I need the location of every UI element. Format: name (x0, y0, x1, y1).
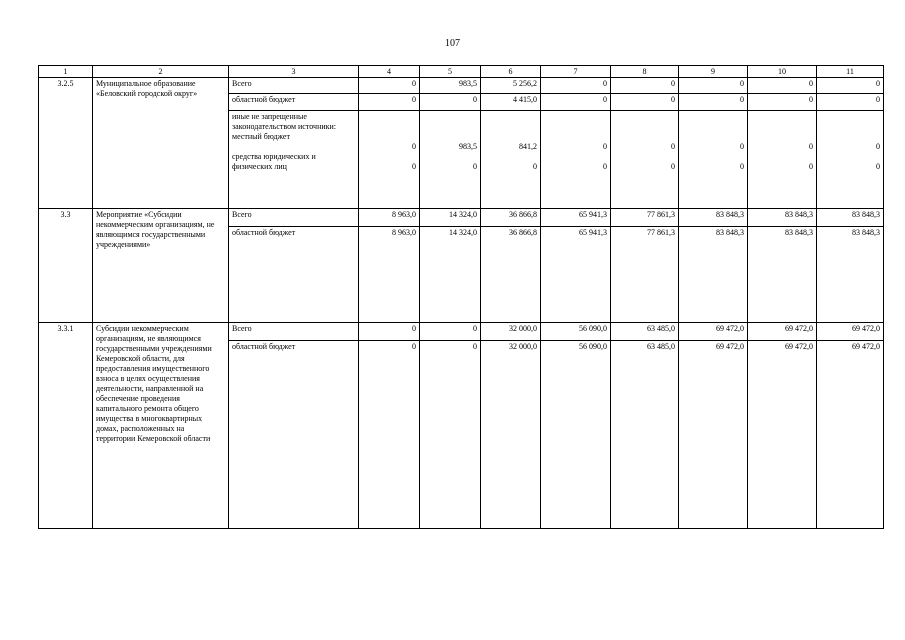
row-code: 3.3 (39, 209, 93, 323)
value-cell: 56 090,0 (541, 341, 611, 529)
value-mest: 0 (603, 142, 607, 151)
source-label: Всего (229, 323, 359, 341)
value-cell: 0 (679, 78, 748, 94)
value-cell: 77 861,3 (611, 227, 679, 323)
header-cell: 8 (611, 66, 679, 78)
header-cell: 10 (748, 66, 817, 78)
value-cell (748, 111, 817, 209)
value-cell: 14 324,0 (420, 209, 481, 227)
source-label: областной бюджет (229, 341, 359, 529)
value-cell: 0 (817, 94, 884, 111)
row-name: Мероприятие «Субсидии некоммерческим организациям, не являющимся государственными учреждениями» (93, 209, 229, 323)
value-cell: 0 (420, 94, 481, 111)
table-row (39, 209, 884, 227)
header-cell: 2 (93, 66, 229, 78)
value-cell: 65 941,3 (541, 209, 611, 227)
value-cell: 5 256,2 (481, 78, 541, 94)
value-yur: 0 (671, 162, 675, 171)
value-cell: 63 485,0 (611, 323, 679, 341)
page-number: 107 (445, 38, 460, 49)
source-label: областной бюджет (229, 227, 359, 323)
value-cell (359, 111, 420, 209)
value-cell: 77 861,3 (611, 209, 679, 227)
value-cell: 0 (611, 78, 679, 94)
value-mest: 841,2 (519, 142, 537, 151)
value-cell: 83 848,3 (748, 227, 817, 323)
value-cell: 0 (359, 341, 420, 529)
source-label: Всего (229, 209, 359, 227)
value-cell: 69 472,0 (679, 323, 748, 341)
budget-table (38, 65, 884, 529)
value-cell: 56 090,0 (541, 323, 611, 341)
source-label: иные не запрещенные законодательством источники: (232, 112, 337, 131)
value-cell: 0 (817, 78, 884, 94)
value-yur: 0 (876, 162, 880, 171)
value-yur: 0 (809, 162, 813, 171)
value-cell: 83 848,3 (679, 209, 748, 227)
value-mest: 0 (740, 142, 744, 151)
header-cell: 11 (817, 66, 884, 78)
header-cell: 1 (39, 66, 93, 78)
table-row (39, 78, 884, 94)
value-cell: 0 (420, 341, 481, 529)
header-row (39, 66, 884, 78)
value-mest: 0 (671, 142, 675, 151)
value-cell: 32 000,0 (481, 341, 541, 529)
value-cell: 0 (748, 78, 817, 94)
value-cell: 0 (679, 94, 748, 111)
value-mest: 983,5 (459, 142, 477, 151)
value-cell: 32 000,0 (481, 323, 541, 341)
value-cell: 983,5 (420, 78, 481, 94)
source-label: местный бюджет (232, 132, 290, 141)
value-cell: 0 (420, 323, 481, 341)
value-cell: 8 963,0 (359, 227, 420, 323)
value-cell (541, 111, 611, 209)
value-cell: 8 963,0 (359, 209, 420, 227)
header-cell: 5 (420, 66, 481, 78)
value-cell: 14 324,0 (420, 227, 481, 323)
value-cell: 4 415,0 (481, 94, 541, 111)
value-cell: 0 (748, 94, 817, 111)
row-name: Субсидии некоммерческим организациям, не являющимся государственными учреждениями Кемеровской области, для предоставления имущественного взноса в целях осуществления деятельности, направленной на обеспечение проведения капитального ремонта общего имущества в многоквартирных домах, расположенных на территории Кемеровской области (93, 323, 229, 529)
value-cell: 83 848,3 (817, 227, 884, 323)
value-cell: 69 472,0 (679, 341, 748, 529)
value-cell: 83 848,3 (679, 227, 748, 323)
value-cell (817, 111, 884, 209)
value-cell (611, 111, 679, 209)
value-cell (420, 111, 481, 209)
value-cell: 0 (359, 94, 420, 111)
source-label: областной бюджет (229, 94, 359, 111)
value-cell: 0 (359, 323, 420, 341)
value-cell: 69 472,0 (748, 341, 817, 529)
value-yur: 0 (412, 162, 416, 171)
value-cell: 69 472,0 (817, 323, 884, 341)
header-cell: 3 (229, 66, 359, 78)
source-label: средства юридических и физических лиц (232, 152, 316, 171)
header-cell: 6 (481, 66, 541, 78)
row-code: 3.3.1 (39, 323, 93, 529)
value-cell: 65 941,3 (541, 227, 611, 323)
value-cell: 63 485,0 (611, 341, 679, 529)
value-yur: 0 (473, 162, 477, 171)
value-cell: 0 (611, 94, 679, 111)
value-cell (679, 111, 748, 209)
value-mest: 0 (809, 142, 813, 151)
value-cell: 83 848,3 (748, 209, 817, 227)
value-cell: 0 (541, 78, 611, 94)
value-yur: 0 (533, 162, 537, 171)
header-cell: 4 (359, 66, 420, 78)
spacer (232, 142, 355, 152)
value-cell (481, 111, 541, 209)
header-cell: 7 (541, 66, 611, 78)
value-cell: 36 866,8 (481, 227, 541, 323)
value-mest: 0 (412, 142, 416, 151)
source-label: Всего (229, 78, 359, 94)
value-cell: 83 848,3 (817, 209, 884, 227)
row-name: Муниципальное образование «Беловский городской округ» (93, 78, 229, 209)
row-code: 3.2.5 (39, 78, 93, 209)
value-yur: 0 (603, 162, 607, 171)
value-cell: 69 472,0 (817, 341, 884, 529)
value-cell: 0 (541, 94, 611, 111)
value-cell: 36 866,8 (481, 209, 541, 227)
value-yur: 0 (740, 162, 744, 171)
value-mest: 0 (876, 142, 880, 151)
source-label-block (229, 111, 359, 209)
value-cell: 0 (359, 78, 420, 94)
table-row (39, 323, 884, 341)
header-cell: 9 (679, 66, 748, 78)
value-cell: 69 472,0 (748, 323, 817, 341)
